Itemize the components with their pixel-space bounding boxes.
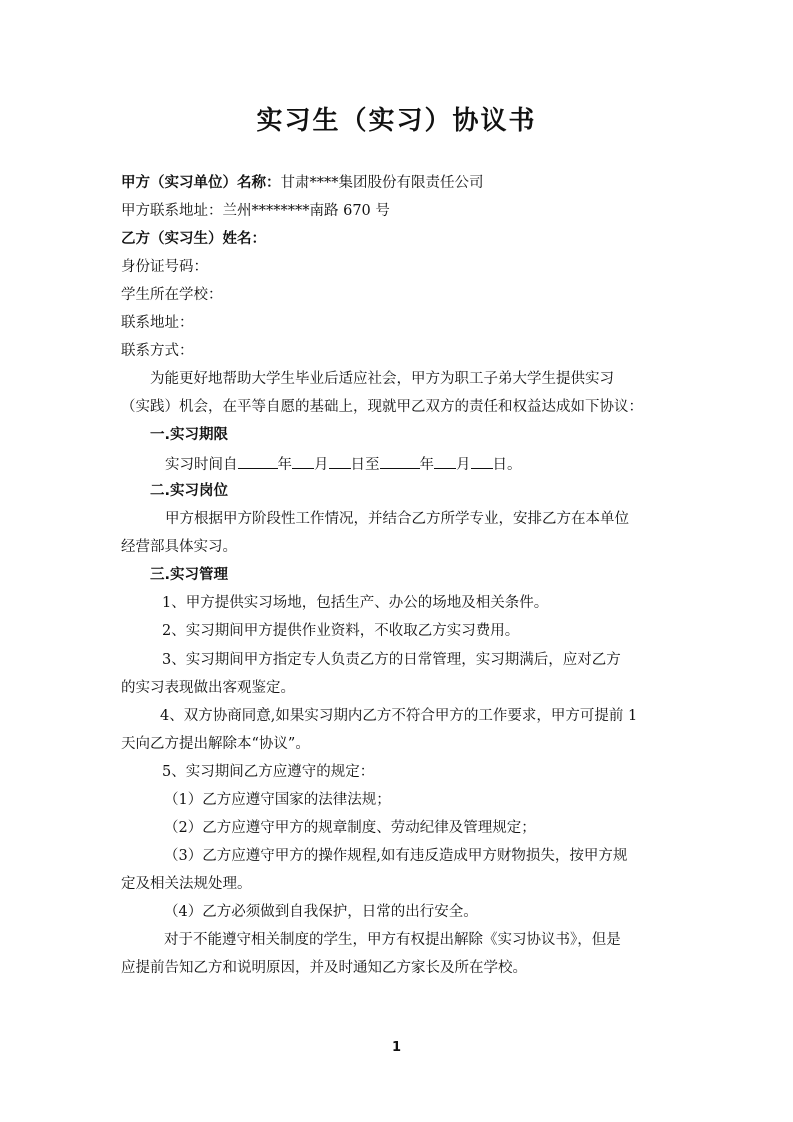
section-2-heading: 二.实习岗位 <box>150 483 229 499</box>
closing-line-2: 应提前告知乙方和说明原因，并及时通知乙方家长及所在学校。 <box>121 960 527 976</box>
party-b-name-label: 乙方（实习生）姓名： <box>121 231 266 247</box>
party-a-name-label: 甲方（实习单位）名称： <box>121 175 281 191</box>
sub-item-4: （4）乙方必须做到自我保护，日常的出行安全。 <box>164 904 478 920</box>
intro-line-1: 为能更好地帮助大学生毕业后适应社会，甲方为职工子弟大学生提供实习 <box>150 371 614 387</box>
start-month-blank <box>292 453 314 469</box>
internship-period <box>165 453 725 475</box>
month-label-2: 月 <box>456 457 471 473</box>
party-a-name-line <box>121 173 681 193</box>
end-year-blank <box>380 453 420 469</box>
page-number: 1 <box>391 1040 402 1055</box>
item-4-line-2: 天向乙方提出解除本“协议”。 <box>121 736 310 752</box>
party-a-address: 甲方联系地址：兰州********南路 670 号 <box>121 203 390 219</box>
section-1-heading: 一.实习期限 <box>150 427 229 443</box>
item-4-line-1: 4、双方协商同意,如果实习期内乙方不符合甲方的工作要求，甲方可提前 1 <box>160 708 638 724</box>
start-day-blank <box>329 453 351 469</box>
party-b-id-label: 身份证号码： <box>121 259 208 275</box>
day-to-label: 日至 <box>350 457 380 473</box>
item-5: 5、实习期间乙方应遵守的规定： <box>162 764 375 780</box>
end-month-blank <box>434 453 456 469</box>
month-label: 月 <box>314 457 329 473</box>
sub-item-2: （2）乙方应遵守甲方的规章制度、劳动纪律及管理规定； <box>164 820 536 836</box>
section-3-heading: 三.实习管理 <box>150 567 229 583</box>
item-3-line-2: 的实习表现做出客观鉴定。 <box>121 680 295 696</box>
start-year-blank <box>238 453 278 469</box>
year-label-2: 年 <box>419 457 434 473</box>
item-3-line-1: 3、实习期间甲方指定专人负责乙方的日常管理，实习期满后，应对乙方 <box>162 652 621 668</box>
document-title: 实习生（实习）协议书 <box>256 106 537 136</box>
year-label: 年 <box>277 457 292 473</box>
item-1: 1、甲方提供实习场地，包括生产、办公的场地及相关条件。 <box>162 595 549 611</box>
sub-item-3-line-2: 定及相关法规处理。 <box>121 876 252 892</box>
intro-line-2: （实践）机会，在平等自愿的基础上，现就甲乙双方的责任和权益达成如下协议： <box>121 399 643 415</box>
party-b-contact-label: 联系方式： <box>121 343 194 359</box>
sub-item-3-line-1: （3）乙方应遵守甲方的操作规程,如有违反造成甲方财物损失，按甲方规 <box>164 848 628 864</box>
section-2-line-1: 甲方根据甲方阶段性工作情况，并结合乙方所学专业，安排乙方在本单位 <box>165 511 629 527</box>
party-b-address-label: 联系地址： <box>121 315 194 331</box>
closing-line-1: 对于不能遵守相关制度的学生，甲方有权提出解除《实习协议书》，但是 <box>164 932 621 948</box>
item-2: 2、实习期间甲方提供作业资料，不收取乙方实习费用。 <box>162 623 520 639</box>
end-day-blank <box>471 453 493 469</box>
day-end-label: 日。 <box>492 457 522 473</box>
period-prefix: 实习时间自 <box>165 457 238 473</box>
sub-item-1: （1）乙方应遵守国家的法律法规； <box>164 792 391 808</box>
party-a-name-value: 甘肃****集团股份有限责任公司 <box>280 175 484 191</box>
party-b-school-label: 学生所在学校： <box>121 287 223 303</box>
section-2-line-2: 经营部具体实习。 <box>121 539 237 555</box>
